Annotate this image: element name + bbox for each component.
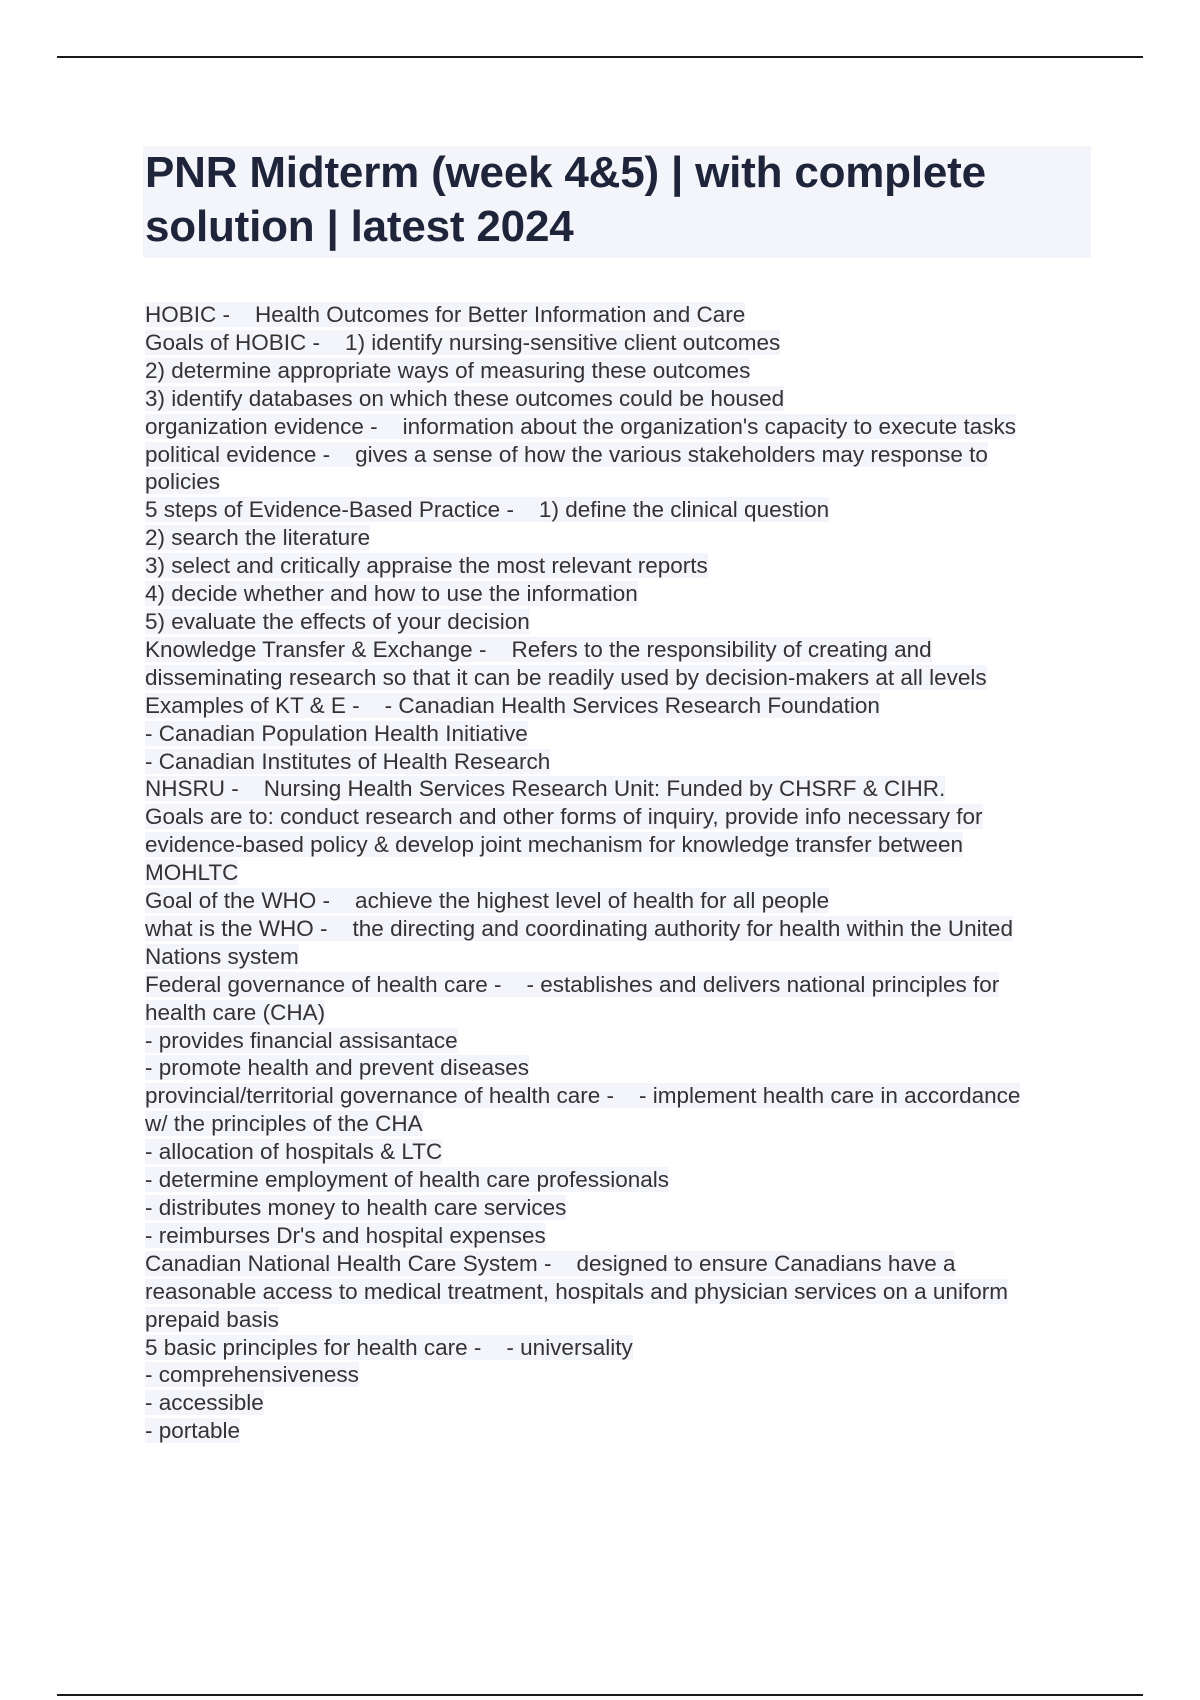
- text-line-content: 3) select and critically appraise the most relevant reports: [145, 553, 708, 579]
- document-title: PNR Midterm (week 4&5) | with complete solution | latest 2024: [145, 148, 986, 251]
- text-line: [145, 1194, 1095, 1222]
- text-line: [145, 831, 1095, 859]
- text-line-content: - distributes money to health care services: [145, 1195, 567, 1220]
- text-line: [145, 664, 1095, 692]
- text-line-content: reasonable access to medical treatment, hospitals and physician services on a uniform: [145, 1278, 1008, 1304]
- text-line: [145, 468, 1095, 496]
- text-line-content: - accessible: [145, 1390, 264, 1416]
- text-line: [145, 748, 1095, 776]
- text-line-content: - Canadian Population Health Initiative: [145, 720, 528, 746]
- text-line: [145, 915, 1095, 943]
- text-line-content: Goals of HOBIC - 1) identify nursing-sensitive client outcomes: [145, 329, 781, 355]
- text-line-content: Goal of the WHO - achieve the highest level of health for all people: [145, 888, 830, 914]
- text-line-content: Goals are to: conduct research and other forms of inquiry, provide info necessary for: [145, 804, 983, 830]
- text-line: [145, 775, 1095, 803]
- text-line: [145, 943, 1095, 971]
- text-line-content: 4) decide whether and how to use the information: [145, 581, 638, 607]
- text-line-content: provincial/territorial governance of health care - - implement health care in accordance: [145, 1083, 1021, 1109]
- text-line: [145, 608, 1095, 636]
- text-line: [145, 720, 1095, 748]
- text-line-content: - portable: [145, 1418, 241, 1444]
- text-line-content: evidence-based policy & develop joint mechanism for knowledge transfer between: [145, 832, 963, 858]
- text-line-content: 2) search the literature: [145, 525, 371, 551]
- text-line-content: Canadian National Health Care System - designed to ensure Canadians have a: [145, 1250, 956, 1276]
- text-line-content: NHSRU - Nursing Health Services Research Unit: Funded by CHSRF & CIHR.: [145, 776, 946, 802]
- text-line-content: Federal governance of health care - - establishes and delivers national principles for: [145, 971, 1000, 997]
- text-line-content: - reimburses Dr's and hospital expenses: [145, 1222, 546, 1248]
- text-line: [145, 552, 1095, 580]
- text-line-content: MOHLTC: [145, 860, 239, 886]
- text-line-content: Knowledge Transfer & Exchange - Refers to the responsibility of creating and: [145, 636, 932, 662]
- text-line: [145, 1138, 1095, 1166]
- text-line: [145, 329, 1095, 357]
- document-body: [145, 301, 1095, 1445]
- text-line: [145, 1250, 1095, 1278]
- text-line: [145, 1110, 1095, 1138]
- text-line: [145, 496, 1095, 524]
- text-line-content: - provides financial assisantace: [145, 1027, 458, 1053]
- text-line: [145, 441, 1095, 469]
- text-line-content: what is the WHO - the directing and coordinating authority for health within the United: [145, 915, 1013, 941]
- text-line-content: 5) evaluate the effects of your decision: [145, 608, 530, 634]
- text-line-content: 5 basic principles for health care - - universality: [145, 1334, 633, 1360]
- bottom-rule: [57, 1694, 1143, 1696]
- text-line: [145, 1027, 1095, 1055]
- text-line-content: organization evidence - information about the organization's capacity to execute tasks: [145, 413, 1017, 439]
- text-line: [145, 971, 1095, 999]
- text-line-content: 3) identify databases on which these outcomes could be housed: [145, 385, 785, 411]
- text-line: [145, 1389, 1095, 1417]
- text-line: [145, 636, 1095, 664]
- text-line: [145, 1166, 1095, 1194]
- text-line-content: health care (CHA): [145, 999, 326, 1025]
- text-line: [145, 580, 1095, 608]
- text-line-content: Examples of KT & E - - Canadian Health Services Research Foundation: [145, 692, 880, 718]
- text-line: [145, 1306, 1095, 1334]
- text-line-content: disseminating research so that it can be readily used by decision-makers at all levels: [145, 664, 987, 690]
- text-line-content: - determine employment of health care professionals: [145, 1167, 670, 1193]
- text-line: [145, 999, 1095, 1027]
- text-line: [145, 1222, 1095, 1250]
- text-line: [145, 1054, 1095, 1082]
- text-line-content: - promote health and prevent diseases: [145, 1055, 529, 1081]
- text-line: [145, 1334, 1095, 1362]
- text-line-content: 5 steps of Evidence-Based Practice - 1) define the clinical question: [145, 497, 830, 523]
- text-line: [145, 1278, 1095, 1306]
- text-line: [145, 413, 1095, 441]
- text-line: [145, 524, 1095, 552]
- text-line-content: policies: [145, 469, 221, 495]
- text-line: [145, 803, 1095, 831]
- text-line: [145, 357, 1095, 385]
- text-line-content: - allocation of hospitals & LTC: [145, 1139, 443, 1165]
- text-line-content: Nations system: [145, 943, 299, 969]
- text-line-content: prepaid basis: [145, 1306, 279, 1332]
- text-line-content: political evidence - gives a sense of how the various stakeholders may response to: [145, 441, 988, 467]
- text-line-content: 2) determine appropriate ways of measuring these outcomes: [145, 357, 751, 383]
- text-line: [145, 301, 1095, 329]
- text-line: [145, 1361, 1095, 1389]
- text-line: [145, 1082, 1095, 1110]
- text-line-content: - comprehensiveness: [145, 1362, 359, 1388]
- top-rule: [57, 56, 1143, 58]
- text-line-content: - Canadian Institutes of Health Research: [145, 748, 551, 774]
- text-line: [145, 859, 1095, 887]
- text-line: [145, 692, 1095, 720]
- text-line: [145, 1417, 1095, 1445]
- text-line-content: HOBIC - Health Outcomes for Better Information and Care: [145, 302, 746, 327]
- text-line: [145, 385, 1095, 413]
- text-line: [145, 887, 1095, 915]
- title-block: [143, 146, 1091, 258]
- text-line-content: w/ the principles of the CHA: [145, 1111, 423, 1137]
